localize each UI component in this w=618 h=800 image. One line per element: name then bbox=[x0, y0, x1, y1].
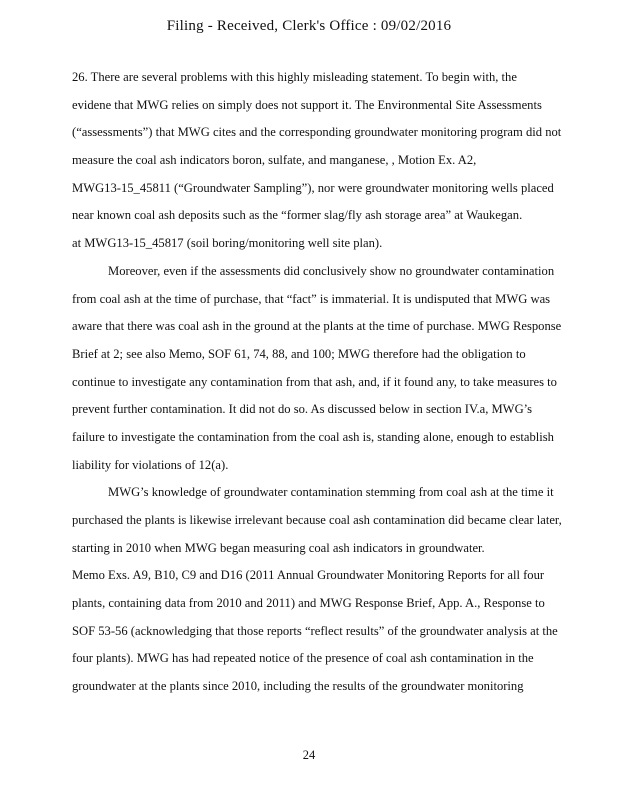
text-line: 26. There are several problems with this highly misleading statement. To begin with, the bbox=[72, 70, 517, 84]
text-line: plants, containing data from 2010 and 2011) and MWG Response Brief, App. A., Response to bbox=[72, 596, 545, 611]
document-body bbox=[72, 70, 572, 707]
text-line: SOF 53-56 (acknowledging that those reports “reflect results” of the groundwater analysis at the bbox=[72, 623, 558, 638]
text-line: four plants). MWG has had repeated notice of the presence of coal ash contamination in the bbox=[72, 651, 534, 666]
text-line: prevent further contamination. It did not do so. As discussed below in section IV.a, MWG’s bbox=[72, 402, 533, 417]
text-line: at MWG13-15_45817 (soil boring/monitoring well site plan). bbox=[72, 236, 383, 251]
text-line: failure to investigate the contamination from the coal ash is, standing alone, enough to establish bbox=[72, 429, 554, 444]
text-line: groundwater at the plants since 2010, including the results of the groundwater monitoring bbox=[72, 679, 524, 694]
text-line: measure the coal ash indicators boron, sulfate, and manganese, , Motion Ex. A2, bbox=[72, 153, 477, 168]
page-number: 24 bbox=[302, 748, 316, 762]
text-line: MWG13-15_45811 (“Groundwater Sampling”), nor were groundwater monitoring wells placed bbox=[72, 180, 554, 195]
text-line: Brief at 2; see also Memo, SOF 61, 74, 88, and 100; MWG therefore had the obligation to bbox=[72, 346, 526, 361]
text-line: evidene that MWG relies on simply does not support it. The Environmental Site Assessments bbox=[72, 97, 542, 112]
text-line: liability for violations of 12(a). bbox=[72, 457, 229, 472]
text-line: continue to investigate any contamination from that ash, and, if it found any, to take measures to bbox=[72, 374, 557, 389]
text-line: purchased the plants is likewise irrelevant because coal ash contamination did became clear later, bbox=[72, 513, 562, 527]
text-line: Moreover, even if the assessments did conclusively show no groundwater contamination bbox=[108, 263, 555, 278]
text-line: (“assessments”) that MWG cites and the corresponding groundwater monitoring program did not bbox=[72, 125, 562, 140]
text-line: Memo Exs. A9, B10, C9 and D16 (2011 Annual Groundwater Monitoring Reports for all four bbox=[72, 568, 545, 583]
text-line: starting in 2010 when MWG began measuring coal ash indicators in groundwater. bbox=[72, 540, 485, 555]
filing-header: Filing - Received, Clerk's Office : 09/02/2016 bbox=[166, 18, 452, 34]
text-line: aware that there was coal ash in the ground at the plants at the time of purchase. MWG Response bbox=[72, 319, 562, 334]
text-line: MWG’s knowledge of groundwater contamination stemming from coal ash at the time it bbox=[108, 485, 554, 500]
text-line: from coal ash at the time of purchase, that “fact” is immaterial. It is undisputed that MWG was bbox=[72, 291, 551, 306]
text-line: near known coal ash deposits such as the “former slag/fly ash storage area” at Waukegan. bbox=[72, 208, 523, 223]
